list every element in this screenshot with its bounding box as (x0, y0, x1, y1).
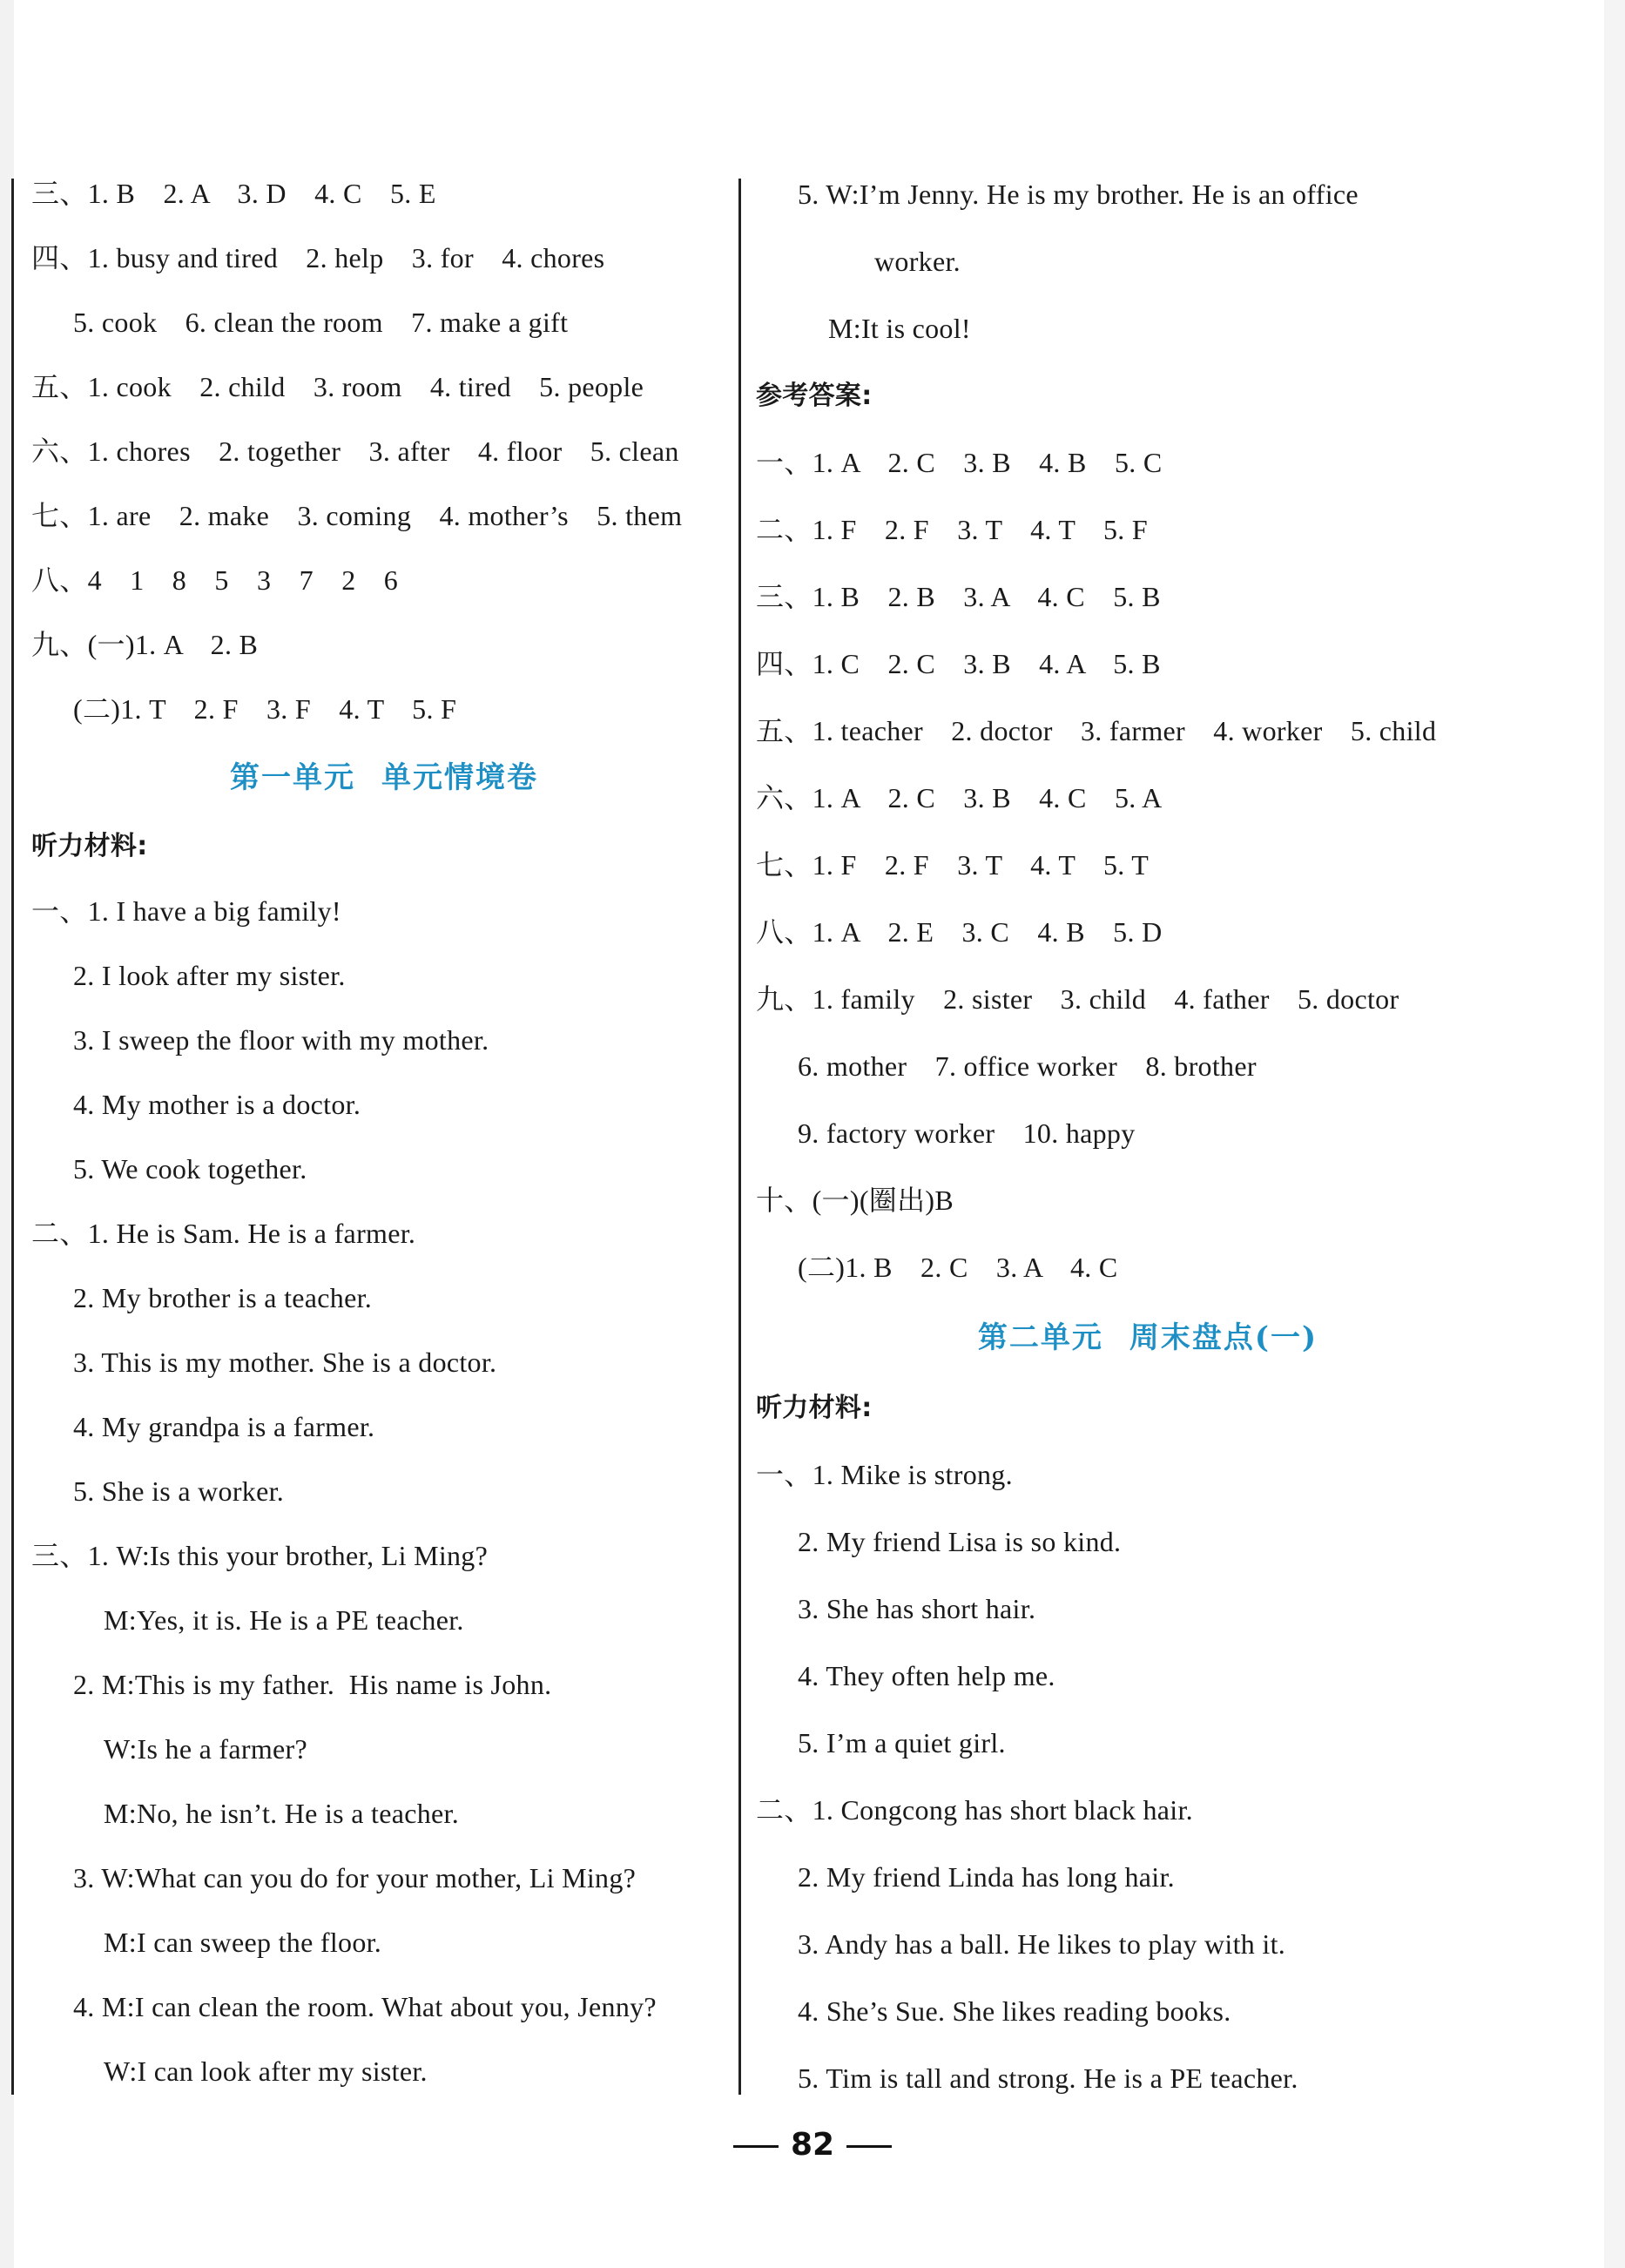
answer-line: 四、1. busy and tired 2. help 3. for 4. chores (31, 242, 605, 273)
answer-line: 七、1. F 2. F 3. T 4. T 5. T (756, 849, 1150, 881)
answer-line: M:It is cool! (828, 313, 971, 344)
left-column (31, 161, 737, 2103)
answer-line: (二)1. T 2. F 3. F 4. T 5. F (73, 693, 457, 725)
answer-line: 2. I look after my sister. (73, 960, 346, 991)
answer-line: 3. W:What can you do for your mother, Li Ming? (73, 1862, 637, 1893)
page-edge-right (1604, 0, 1625, 2268)
section-heading-title: 单元情境卷 (381, 760, 538, 795)
answer-line: 六、1. A 2. C 3. B 4. C 5. A (756, 782, 1163, 813)
answer-line: 5. We cook together. (73, 1153, 307, 1185)
answer-line: 2. M:This is my father. His name is John. (73, 1669, 552, 1700)
answer-line: 4. My grandpa is a farmer. (73, 1411, 375, 1442)
section-label: 听力材料: (756, 1393, 873, 1423)
section-heading (31, 741, 737, 814)
answer-line: 4. My mother is a doctor. (73, 1089, 361, 1120)
section-label: 听力材料: (31, 831, 148, 861)
answer-line: 九、1. family 2. sister 3. child 4. father 5. doctor (756, 983, 1399, 1015)
answer-line: M:No, he isn’t. He is a teacher. (104, 1798, 460, 1829)
section-heading-unit: 第二单元 (977, 1320, 1103, 1355)
answer-line: 4. She’s Sue. She likes reading books. (798, 1995, 1231, 2027)
section-heading-title: 周末盘点(一) (1129, 1320, 1318, 1355)
answer-line: 4. M:I can clean the room. What about you, Jenny? (73, 1991, 657, 2022)
answer-line: 一、1. A 2. C 3. B 4. B 5. C (756, 447, 1163, 478)
answer-line: 3. Andy has a ball. He likes to play with it. (798, 1928, 1286, 1960)
left-margin-rule (11, 179, 14, 2095)
column-divider (738, 179, 741, 2095)
answer-line: W:Is he a farmer? (104, 1733, 307, 1765)
answer-line: 5. cook 6. clean the room 7. make a gift (73, 307, 569, 338)
answer-line: 一、1. Mike is strong. (756, 1459, 1013, 1490)
answer-line: 3. She has short hair. (798, 1593, 1036, 1624)
answer-line: 八、4 1 8 5 3 7 2 6 (31, 564, 399, 596)
answer-line: 5. Tim is tall and strong. He is a PE teacher. (798, 2062, 1298, 2094)
answer-line: 6. mother 7. office worker 8. brother (798, 1050, 1257, 1082)
right-column (756, 161, 1540, 2112)
answer-line: 5. I’m a quiet girl. (798, 1727, 1006, 1758)
answer-line: 2. My friend Linda has long hair. (798, 1861, 1175, 1893)
answer-line: 十、(一)(圈出)B (756, 1185, 954, 1216)
answer-line: 2. My brother is a teacher. (73, 1282, 373, 1313)
answer-line: 3. I sweep the floor with my mother. (73, 1024, 489, 1056)
section-heading-unit: 第一单元 (230, 760, 355, 795)
answer-line: 2. My friend Lisa is so kind. (798, 1526, 1122, 1557)
answer-line: M:I can sweep the floor. (104, 1927, 382, 1958)
page-number: 82 (0, 2127, 1625, 2163)
answer-line: 4. They often help me. (798, 1660, 1055, 1691)
answer-line: worker. (874, 246, 961, 277)
answer-line: 九、(一)1. A 2. B (31, 629, 259, 660)
answer-line: 八、1. A 2. E 3. C 4. B 5. D (756, 916, 1163, 948)
answer-line: 七、1. are 2. make 3. coming 4. mother’s 5. them (31, 500, 683, 531)
answer-line: 六、1. chores 2. together 3. after 4. floor 5. clean (31, 435, 679, 467)
answer-line: 四、1. C 2. C 3. B 4. A 5. B (756, 648, 1161, 679)
answer-line: 9. factory worker 10. happy (798, 1117, 1136, 1149)
answer-line: 五、1. teacher 2. doctor 3. farmer 4. worker 5. child (756, 715, 1437, 746)
answer-line: W:I can look after my sister. (104, 2055, 428, 2087)
answer-line: 3. This is my mother. She is a doctor. (73, 1347, 497, 1378)
answer-line: (二)1. B 2. C 3. A 4. C (798, 1252, 1118, 1283)
answer-line: 五、1. cook 2. child 3. room 4. tired 5. people (31, 371, 644, 402)
answer-line: 一、1. I have a big family! (31, 895, 341, 927)
answer-line: 三、1. W:Is this your brother, Li Ming? (31, 1540, 489, 1571)
answer-line: 5. W:I’m Jenny. He is my brother. He is an office (798, 179, 1359, 210)
answer-line: 5. She is a worker. (73, 1475, 285, 1507)
answer-line: 二、1. Congcong has short black hair. (756, 1794, 1193, 1826)
section-heading (756, 1301, 1540, 1374)
answer-line: 三、1. B 2. B 3. A 4. C 5. B (756, 581, 1161, 612)
answer-line: 二、1. F 2. F 3. T 4. T 5. F (756, 514, 1148, 545)
section-label: 参考答案: (756, 381, 873, 411)
answer-line: 二、1. He is Sam. He is a farmer. (31, 1218, 416, 1249)
answer-line: 三、1. B 2. A 3. D 4. C 5. E (31, 178, 436, 209)
answer-line: M:Yes, it is. He is a PE teacher. (104, 1604, 464, 1636)
